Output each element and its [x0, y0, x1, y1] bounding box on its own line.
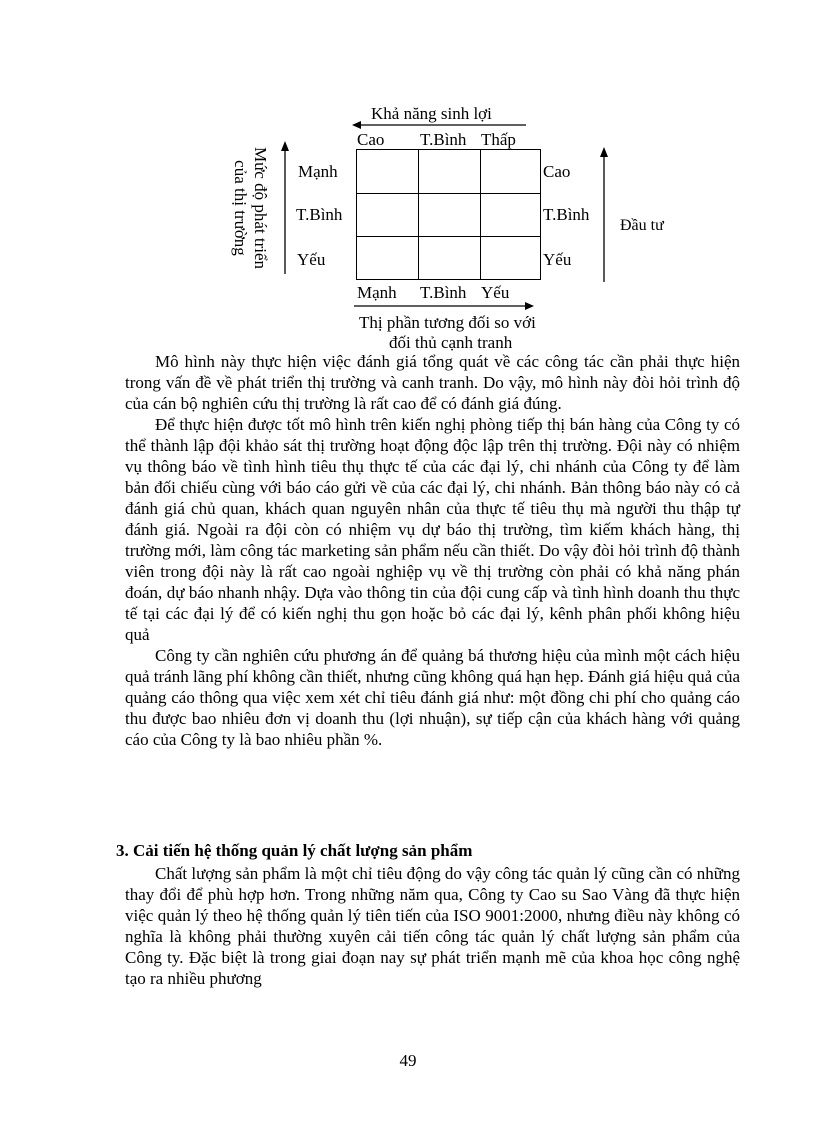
top-col-1: Cao [357, 130, 385, 149]
bottom-col-3: Yếu [481, 283, 510, 302]
bottom-axis-label-line2: đối thủ cạnh tranh [389, 333, 513, 352]
top-axis-label: Khả năng sinh lợi [371, 104, 492, 123]
top-col-2: T.Bình [420, 130, 467, 149]
section-heading: 3. Cải tiến hệ thống quản lý chất lượng sản phẩm [116, 841, 473, 860]
left-row-3: Yếu [297, 250, 326, 269]
grid-line [357, 193, 540, 194]
left-axis-label-line2: của thị trường [231, 160, 250, 256]
paragraph-3: Công ty cần nghiên cứu phương án để quảng bá thương hiệu của mình một cách hiệu quả tránh lãng phí không cần thiết, nhưng cũng không quá hạn hẹp. Đánh giá hiệu quả của quảng cáo thông qua việc xem xét chỉ tiêu đánh giá như: một đồng chi phí cho quảng cáo thu được bao nhiêu đơn vị doanh thu (lợi nhuận), sự tiếp cận của khách hàng với quảng cáo của Công ty là bao nhiêu phần %. [125, 646, 740, 749]
grid-line [357, 236, 540, 237]
bottom-col-2: T.Bình [420, 283, 467, 302]
paragraph-4: Chất lượng sản phẩm là một chỉ tiêu động do vậy công tác quản lý cũng cần có những thay đổi để phù hợp hơn. Trong những năm qua, Công ty Cao su Sao Vàng đã thực hiện việc quản lý theo hệ thống quản lý tiên tiến của ISO 9001:2000, nhưng điều này không có nghĩa là không phải thường xuyên cải tiến công tác quản lý chất lượng sản phẩm của Công ty. Đặc biệt là trong giai đoạn nay sự phát triển mạnh mẽ của khoa học công nghệ tạo ra nhiều phương [125, 864, 740, 988]
left-axis-arrow [278, 140, 292, 274]
grid-line [418, 150, 419, 279]
page-number: 49 [399, 1051, 417, 1070]
right-row-1: Cao [543, 162, 571, 181]
right-row-2: T.Bình [543, 205, 590, 224]
paragraph-1: Mô hình này thực hiện việc đánh giá tổng quát về các công tác cần phải thực hiện trong vấn đề về phát triển thị trường và canh tranh. Do vậy, mô hình này đòi hỏi trình độ của cán bộ nghiên cứu thị trường là rất cao để có đánh giá đúng. [125, 352, 740, 413]
right-axis-label: Đầu tư [620, 217, 664, 234]
left-row-2: T.Bình [296, 205, 343, 224]
grid-line [480, 150, 481, 279]
right-row-3: Yếu [543, 250, 572, 269]
bottom-axis-label-line1: Thị phần tương đối so với [359, 313, 536, 332]
body-text-block-2 [125, 863, 740, 989]
left-axis-label-line1: Mức độ phát triển [251, 146, 270, 270]
right-axis-arrow [597, 146, 611, 282]
left-row-1: Mạnh [298, 162, 338, 181]
top-col-3: Thấp [481, 130, 516, 149]
bottom-axis-arrow [354, 299, 536, 313]
body-text-block-1 [125, 351, 740, 750]
paragraph-2: Để thực hiện được tốt mô hình trên kiến nghị phòng tiếp thị bán hàng của Công ty có thể thành lập đội khảo sát thị trường hoạt động độc lập trên thị trường. Đội này có nhiệm vụ thông báo về tình hình tiêu thụ thực tế của các đại lý, chi nhánh của Công ty để làm bản đối chiếu cùng với báo cáo gửi về của các đại lý, chi nhánh. Bản thông báo này có cả đánh giá chủ quan, khách quan nguyên nhân của thực tế tiêu thụ mà người thu thập tự đánh giá. Ngoài ra đội còn có nhiệm vụ dự báo thị trường, tìm kiếm khách hàng, thị trường mới, làm công tác marketing sản phẩm nếu cần thiết. Do vậy đòi hỏi trình độ thành viên trong đội này là rất cao ngoài nghiệp vụ về thị trường còn phải có khả năng phán đoán, dự báo nhanh nhậy. Dựa vào thông tin của đội cung cấp và tình hình doanh thu thực tế tại các đại lý để có kiến nghị thu gọn hoặc bỏ các đại lý, kênh phân phối không hiệu quả [125, 415, 740, 644]
bottom-col-1: Mạnh [357, 283, 397, 302]
matrix-grid [356, 149, 541, 280]
